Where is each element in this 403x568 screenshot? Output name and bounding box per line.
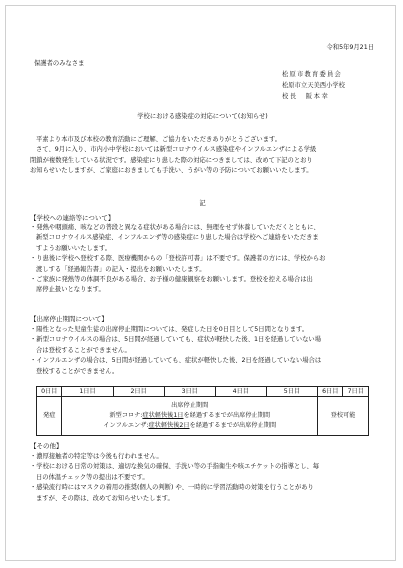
- section-line: 合は登校することができません。: [36, 346, 131, 354]
- section-line: すようお願いいたします。: [36, 244, 112, 252]
- absence-schedule-table: [36, 386, 369, 436]
- day-cell: 3日目: [164, 387, 215, 397]
- schedule-period-row: [37, 397, 369, 436]
- section-line: ・り患後に学校へ登校する際、医療機関からの「登校許可書」は不要です。保護者の方には、学校からお: [30, 255, 326, 263]
- flu-underline: 症状軽快後2日: [148, 422, 190, 429]
- flu-prefix: インフルエンザ:: [103, 422, 149, 429]
- covid-prefix: 新型コロナ:: [109, 412, 143, 419]
- section-absence-body: [30, 325, 382, 377]
- section-other-heading: 【その他】: [30, 442, 63, 450]
- section-line: 渡しする「経過報告書」の記入・提出をお願いいたします。: [36, 265, 206, 273]
- day-cell: 1日目: [62, 387, 113, 397]
- section-line: 席停止扱いとなります。: [36, 286, 105, 294]
- intro-line: 平素より本市及び本校の教育活動にご理解、ご協力をいただきありがとうございます。: [36, 136, 282, 143]
- section-line: ・学校における日常の対策は、適切な換気の確保、手洗い等の手指衛生や咳エチケットの指導とし、毎: [30, 463, 320, 471]
- day-cell: 4日目: [215, 387, 266, 397]
- section-contact-heading: 【学校への連絡等について】: [30, 214, 115, 222]
- day-cell: 2日目: [113, 387, 164, 397]
- section-line: ・濃厚接触者の特定等は今後も行われません。: [30, 453, 163, 460]
- flu-rule: [62, 421, 317, 431]
- section-line: 登校することができません。: [36, 367, 119, 375]
- section-absence-heading: 【出席停止期間について】: [30, 315, 108, 323]
- section-line: ますが、その際は、改めてお知らせいたします。: [36, 494, 174, 502]
- notice-date: 令和5年9月21日: [326, 44, 374, 51]
- covid-rule: [62, 411, 317, 421]
- schedule-days-row: [37, 387, 369, 397]
- covid-suffix: を経過するまでが出席停止期間: [183, 412, 271, 419]
- section-line: ・新型コロナウイルスの場合は、5日間が経過していても、症状が軽快した後、1日を経過していない場: [30, 336, 321, 344]
- section-line: ・インフルエンザの場合は、5日間が経過していても、症状が軽快した後、2日を経過していない場合は: [30, 357, 322, 365]
- section-other-body: [30, 452, 382, 504]
- notice-title: 学校における感染症の対応について(お知らせ): [137, 113, 268, 120]
- intro-line: お知らせいたしますが、ご家庭におきましても手洗い、うがい等の予防についてお願いいたします。: [30, 167, 313, 175]
- intro-paragraph: [30, 135, 382, 177]
- day-cell: 6日目: [318, 387, 343, 397]
- section-line: ・陽性となった児童生徒の出席停止期間については、発症した日を0日目として5日間となります。: [30, 326, 309, 333]
- covid-underline: 症状軽快後1日: [142, 412, 184, 419]
- day-cell: 0日目: [37, 387, 62, 397]
- day-cell: 7日目: [343, 387, 369, 397]
- intro-line: 閉鎖が複数発生している状況です。感染症にり患した際の対応につきましては、改めて下記のとおり: [30, 156, 313, 164]
- sender-principal: 校長 阪本幸: [282, 93, 330, 100]
- sender-school: 松原市立天美西小学校: [282, 82, 345, 89]
- ki-heading: 記: [199, 200, 206, 207]
- section-line: 日の体温チェック等の提出は不要です。: [36, 473, 149, 481]
- section-line: 新型コロナウイルス感染症、インフルエンザ等の感染症にり患した場合は学校へご連絡をいただきま: [36, 234, 319, 242]
- period-cell: [62, 397, 318, 436]
- section-line: ・ご家族に発熱等の体調不良がある場合、お子様の健康観察をお願いします。登校を控える場合は出: [30, 276, 313, 284]
- section-line: ・発熱や咽頭痛、咳などの普段と異なる症状がある場合には、無理をせず休養していただくとともに、: [30, 224, 320, 231]
- day-cell: 5日目: [266, 387, 317, 397]
- onset-cell: 発症: [37, 397, 62, 436]
- period-title: 出席停止期間: [171, 402, 209, 409]
- addressee: 保護者のみなさま: [34, 60, 85, 67]
- return-cell: 登校可能: [318, 397, 369, 436]
- section-line: ・感染流行時にはマスクの着用の推奨(個人の判断) や、一時的に学習活動時の対策を行うことがあり: [30, 484, 314, 492]
- flu-suffix: を経過するまでが出席停止期間: [189, 422, 277, 429]
- section-contact-body: [30, 223, 382, 296]
- sender-org: 松原市教育委員会: [282, 71, 342, 78]
- intro-line: さて、9月に入り、市内小中学校においては新型コロナウイルス感染症やインフルエンザによる学級: [36, 146, 317, 154]
